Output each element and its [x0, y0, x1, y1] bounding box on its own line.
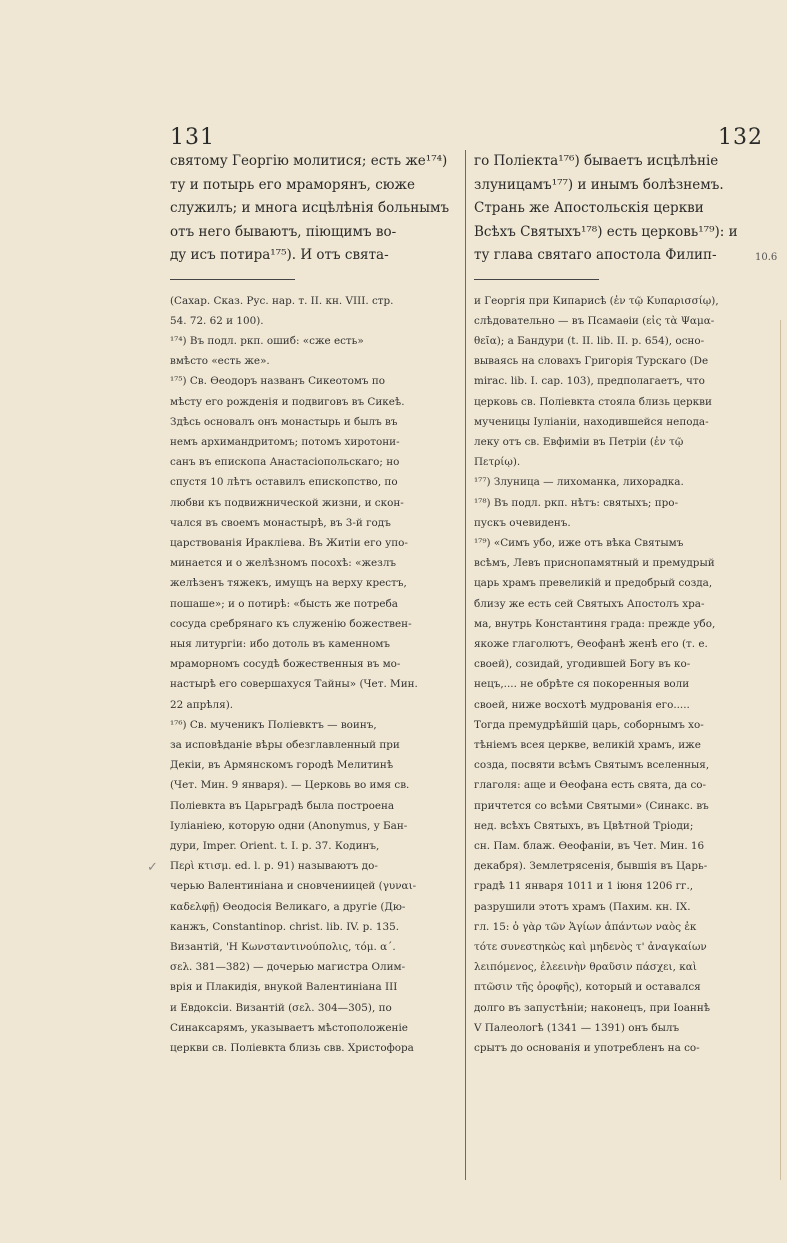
- page-number-left: 131: [170, 125, 215, 150]
- footnote-line: ¹⁷⁹) «Симъ убо, иже отъ вѣка Святымъ: [474, 536, 684, 549]
- page-edge: [780, 320, 781, 1180]
- footnote-line: сн. Пам. блаж. Ѳеофаніи, въ Чет. Мин. 16: [474, 839, 705, 852]
- footnote-line: 22 апрѣля).: [170, 698, 234, 711]
- footnote-line: нед. всѣхъ Святыхъ, въ Цвѣтной Тріоди;: [474, 819, 694, 832]
- footnote-line: V Палеологѣ (1341 — 1391) онъ былъ: [474, 1021, 680, 1034]
- footnote-line: ныя литургіи: ибо дотоль въ каменномъ: [170, 637, 391, 650]
- margin-mark: ✓: [147, 860, 158, 875]
- left-footnotes: [170, 291, 462, 1059]
- footnote-line: царь храмъ превеликій и предобрый созда,: [474, 577, 713, 590]
- column-divider: [465, 150, 466, 1180]
- footnote-line: слѣдовательно — въ Псамаѳіи (εἰς τὰ Ψαμα-: [474, 314, 715, 327]
- footnote-line: пускъ очевиденъ.: [474, 516, 571, 529]
- footnote-line: πτῶσιν τῆς ὀροφῆς), который и оставался: [474, 981, 701, 994]
- footnote-line: Іуліаніею, которую одни (Anonymus, у Бан-: [170, 819, 408, 832]
- footnote-line: Синаксарямъ, указываетъ мѣстоположеніе: [170, 1021, 408, 1034]
- footnote-line: за исповѣданіе вѣры обезглавленный при: [170, 738, 400, 751]
- footnote-line: и Георгія при Кипарисѣ (ἐν τῷ Κυπαρισσίῳ),: [474, 294, 719, 307]
- footnote-line: θεῖα); а Бандури (t. II. lib. II. p. 654), осно-: [474, 334, 705, 347]
- footnote-line: тѣніемъ всея церкве, великій храмъ, иже: [474, 738, 701, 751]
- footnote-line: Византій, 'Η Κωνσταντινούπολις, τόμ. α΄.: [170, 941, 396, 953]
- footnote-line: настырѣ его совершахуся Тайны» (Чет. Мин.: [170, 678, 418, 691]
- footnote-line: τότε συνεστηκὼς καὶ μηδενὸς τ' ἀναγκαίων: [474, 941, 707, 953]
- footnote-line: 54. 72. 62 и 100).: [170, 314, 264, 327]
- footnote-line: ¹⁷⁴) Въ подл. ркп. ошиб: «сже есть»: [170, 334, 364, 347]
- text-line: Странь же Апостольскія церкви: [474, 200, 704, 216]
- footnote-line: гл. 15: ὁ γὰρ τῶν Ἁγίων ἁπάντων ναὸς ἐκ: [474, 920, 697, 933]
- footnote-line: ¹⁷⁵) Св. Ѳеодоръ названъ Сикеотомъ по: [170, 375, 386, 388]
- footnote-line: близу же есть сей Святыхъ Апостолъ хра-: [474, 597, 705, 610]
- text-line: го Поліекта¹⁷⁶) бываетъ исцѣлѣніе: [474, 153, 719, 169]
- text-line: святому Георгію молитися; есть же¹⁷⁴): [170, 153, 448, 169]
- footnote-line: глаголя: аще и Ѳеофана есть свята, да со-: [474, 779, 707, 792]
- footnote-line: сосуда сребрянаго къ служенію божествен-: [170, 617, 412, 630]
- footnote-line: Здѣсь основалъ онъ монастырь и былъ въ: [170, 415, 398, 428]
- footnote-line: долго въ запустѣніи; наконецъ, при Іоаннѣ: [474, 1001, 711, 1014]
- footnote-line: градѣ 11 января 1011 и 1 іюня 1206 гг.,: [474, 880, 694, 893]
- footnote-line: ма, внутрь Константиня града: прежде убо,: [474, 617, 716, 630]
- footnote-line: церковь св. Поліевкта стояла близь церкви: [474, 395, 712, 408]
- text-line: ту глава святаго апостола Филип-: [474, 247, 717, 263]
- footnote-line: пошаше»; и о потирѣ: «бысть же потреба: [170, 597, 398, 610]
- footnote-line: канжъ, Constantinop. christ. lib. IV. p. 135.: [170, 920, 399, 933]
- footnote-line: вываясь на словахъ Григорія Турскаго (De: [474, 355, 709, 368]
- text-line: злуницамъ¹⁷⁷) и инымъ болѣзнемъ.: [474, 176, 724, 193]
- footnote-line: σελ. 381—382) — дочерью магистра Олим-: [170, 961, 406, 974]
- footnote-line: черью Валентиніана и сновчениицей (γυναι-: [170, 880, 417, 893]
- footnote-line: срытъ до основанія и употребленъ на со-: [474, 1042, 700, 1055]
- footnote-line: дури, Imper. Orient. t. I. p. 37. Кодинъ,: [170, 839, 380, 852]
- footnote-line: леку отъ св. Евфиміи въ Петріи (ἐν τῷ: [474, 435, 684, 448]
- footnote-line: чался въ своемъ монастырѣ, въ 3-й годъ: [170, 516, 391, 529]
- footnote-line: врія и Плакидія, внукой Валентиніана III: [170, 981, 398, 994]
- footnote-line: mirac. lib. I. cap. 103), предполагаетъ, что: [474, 375, 705, 388]
- footnote-line: немъ архимандритомъ; потомъ хиротони-: [170, 435, 400, 448]
- footnote-line: (Чет. Мин. 9 января). — Церковь во имя св.: [170, 779, 410, 792]
- footnote-line: καδελφῇ) Ѳеодосія Великаго, а другіе (Дю-: [170, 900, 406, 913]
- right-main-text: [474, 150, 766, 268]
- footnote-line: церкви св. Поліевкта близь свв. Христофора: [170, 1042, 414, 1055]
- footnote-line: своей), созидай, угодившей Богу въ ко-: [474, 658, 691, 671]
- footnote-line: царствованія Иракліева. Въ Житіи его упо-: [170, 536, 408, 549]
- footnote-line: ¹⁷⁸) Въ подл. ркп. нѣтъ: святыхъ; про-: [474, 496, 679, 509]
- footnote-line: минается и о желѣзномъ посохѣ: «жезлъ: [170, 557, 397, 570]
- page-number-right: 132: [718, 125, 763, 150]
- text-line: ту и потырь его мраморянъ, сюже: [170, 176, 415, 193]
- footnote-line: любви къ подвижнической жизни, и скон-: [170, 496, 404, 509]
- footnote-line: ¹⁷⁷) Злуница — лихоманка, лихорадка.: [474, 476, 684, 489]
- text-line: служилъ; и многа исцѣлѣнія больнымъ: [170, 200, 450, 216]
- right-page-column: [474, 150, 766, 1058]
- footnote-line: мученицы Іуліаніи, находившейся непода-: [474, 415, 709, 428]
- footnote-line: своей, ниже восхотѣ мудрованія его.....: [474, 698, 690, 711]
- footnote-line: санъ въ епископа Анастасіопольскаго; но: [170, 456, 400, 469]
- footnote-line: якоже глаголютъ, Ѳеофанѣ женѣ его (т. е.: [474, 637, 708, 650]
- footnote-line: нецъ,.... не обрѣте ся покоренныя воли: [474, 678, 690, 691]
- footnote-line: причтется со всѣми Святыми» (Синакс. въ: [474, 799, 709, 812]
- footnote-line: Декіи, въ Армянскомъ городѣ Мелитинѣ: [170, 759, 394, 772]
- left-main-text: [170, 150, 462, 268]
- footnote-rule: [474, 279, 599, 280]
- footnote-line: Поліевкта въ Царьградѣ была построена: [170, 799, 395, 812]
- footnote-line: мѣсту его рожденія и подвиговъ въ Сикеѣ.: [170, 395, 405, 408]
- footnote-line: желѣзенъ тяжекъ, имущъ на верху крестъ,: [170, 577, 407, 590]
- footnote-line: мраморномъ сосудѣ божественныя въ мо-: [170, 658, 401, 671]
- footnote-line: декабря). Землетрясенія, бывшія въ Царь-: [474, 860, 708, 873]
- footnote-line: созда, посвяти всѣмъ Святымъ вселенныя,: [474, 759, 710, 772]
- footnote-line: Тогда премудрѣйшій царь, соборнымъ хо-: [474, 718, 704, 731]
- text-line: ду исъ потира¹⁷⁵). И отъ свята-: [170, 247, 389, 263]
- text-line: Всѣхъ Святыхъ¹⁷⁸) есть церковь¹⁷⁹): и: [474, 223, 738, 240]
- footnote-line: λειπόμενος, ἐλεεινὴν θραῦσιν πάσχει, καὶ: [474, 961, 697, 974]
- margin-note: 10.6: [755, 252, 778, 263]
- footnote-line: Περὶ κτισμ. ed. l. p. 91) называютъ до-: [170, 860, 378, 873]
- footnote-line: (Сахар. Сказ. Рус. нар. т. II. кн. VIII. стр.: [170, 294, 394, 307]
- footnote-line: спустя 10 лѣтъ оставилъ епископство, по: [170, 476, 398, 489]
- text-line: отъ него бываютъ, піющимъ во-: [170, 223, 397, 240]
- footnote-line: Πετρίῳ).: [474, 456, 521, 469]
- footnote-rule: [170, 279, 295, 280]
- footnote-line: и Евдоксіи. Византій (σελ. 304—305), по: [170, 1001, 392, 1014]
- footnote-line: разрушили этотъ храмъ (Пахим. кн. IX.: [474, 900, 691, 913]
- right-footnotes: [474, 291, 766, 1059]
- footnote-line: ¹⁷⁶) Св. мученикъ Поліевктъ — воинъ,: [170, 718, 377, 731]
- footnote-line: всѣмъ, Левъ приснопамятный и премудрый: [474, 557, 715, 570]
- left-page-column: [170, 150, 462, 1058]
- footnote-line: вмѣсто «есть же».: [170, 355, 270, 368]
